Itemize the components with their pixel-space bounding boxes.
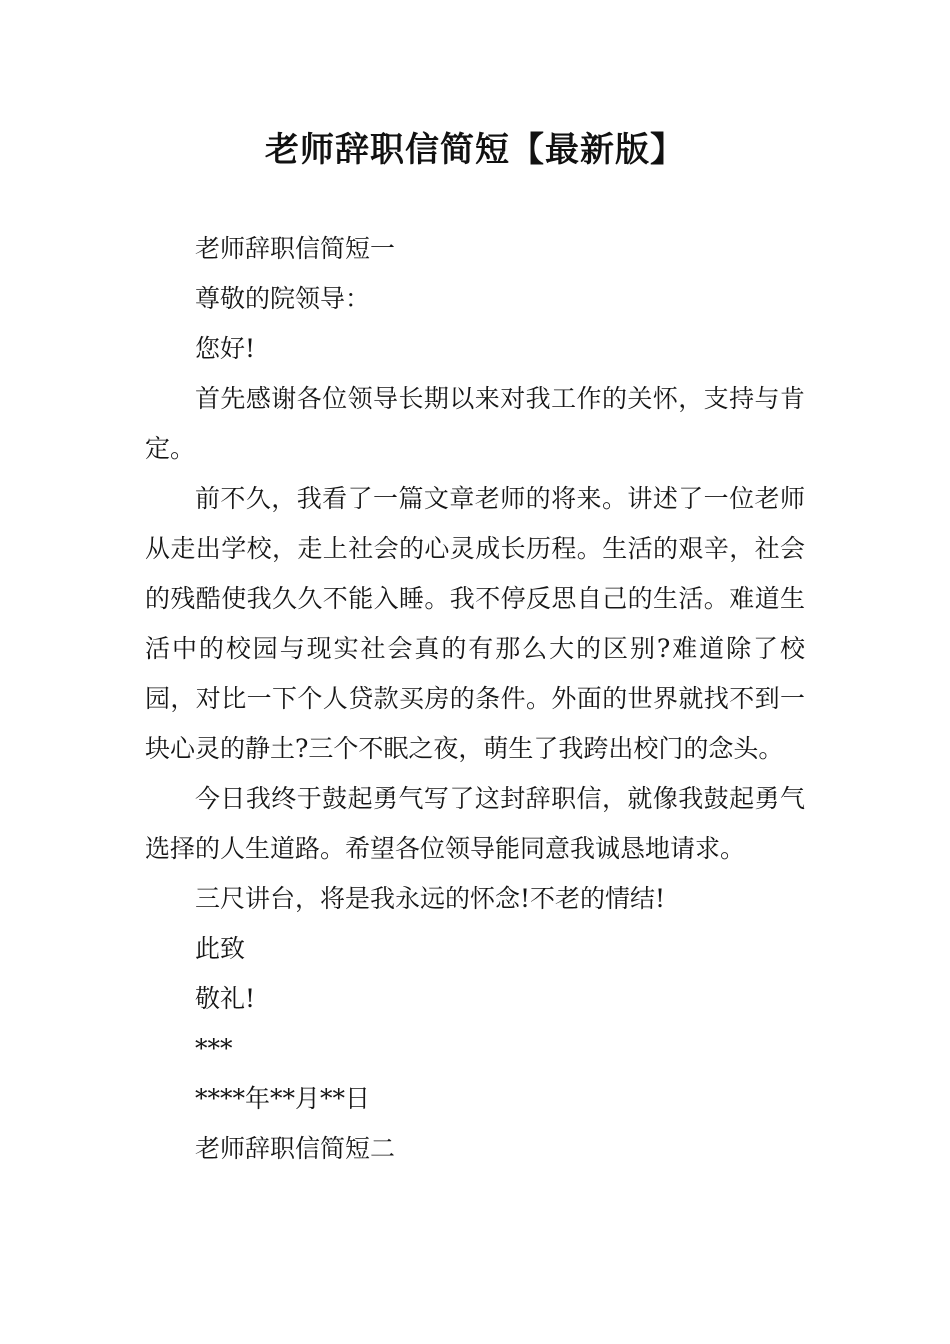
document-body: [145, 224, 805, 1174]
salutation: 尊敬的院领导：: [195, 284, 371, 313]
body-paragraph: 三尺讲台，将是我永远的怀念!不老的情结!: [195, 884, 666, 913]
signature: ***: [195, 1034, 233, 1063]
section-heading-one: 老师辞职信简短一: [195, 234, 396, 263]
body-paragraph: 今日我终于鼓起勇气写了这封辞职信，就像我鼓起勇气选择的人生道路。希望各位领导能同意我诚恳地请求。: [145, 784, 805, 863]
greeting: 您好!: [195, 334, 256, 363]
date-line: ****年**月**日: [195, 1084, 371, 1113]
document-title: 老师辞职信简短【最新版】: [265, 130, 685, 170]
section-heading-two: 老师辞职信简短二: [195, 1134, 396, 1163]
body-paragraph: 前不久，我看了一篇文章老师的将来。讲述了一位老师从走出学校，走上社会的心灵成长历程。生活的艰辛，社会的残酷使我久久不能入睡。我不停反思自己的生活。难道生活中的校园与现实社会真的有那么大的区别?难道除了校园，对比一下个人贷款买房的条件。外面的世界就找不到一块心灵的静土?三个不眠之夜，萌生了我跨出校门的念头。: [145, 484, 805, 763]
closing-salute: 敬礼!: [195, 984, 256, 1013]
body-paragraph: 首先感谢各位领导长期以来对我工作的关怀，支持与肯定。: [145, 384, 805, 463]
closing-phrase: 此致: [195, 934, 246, 963]
